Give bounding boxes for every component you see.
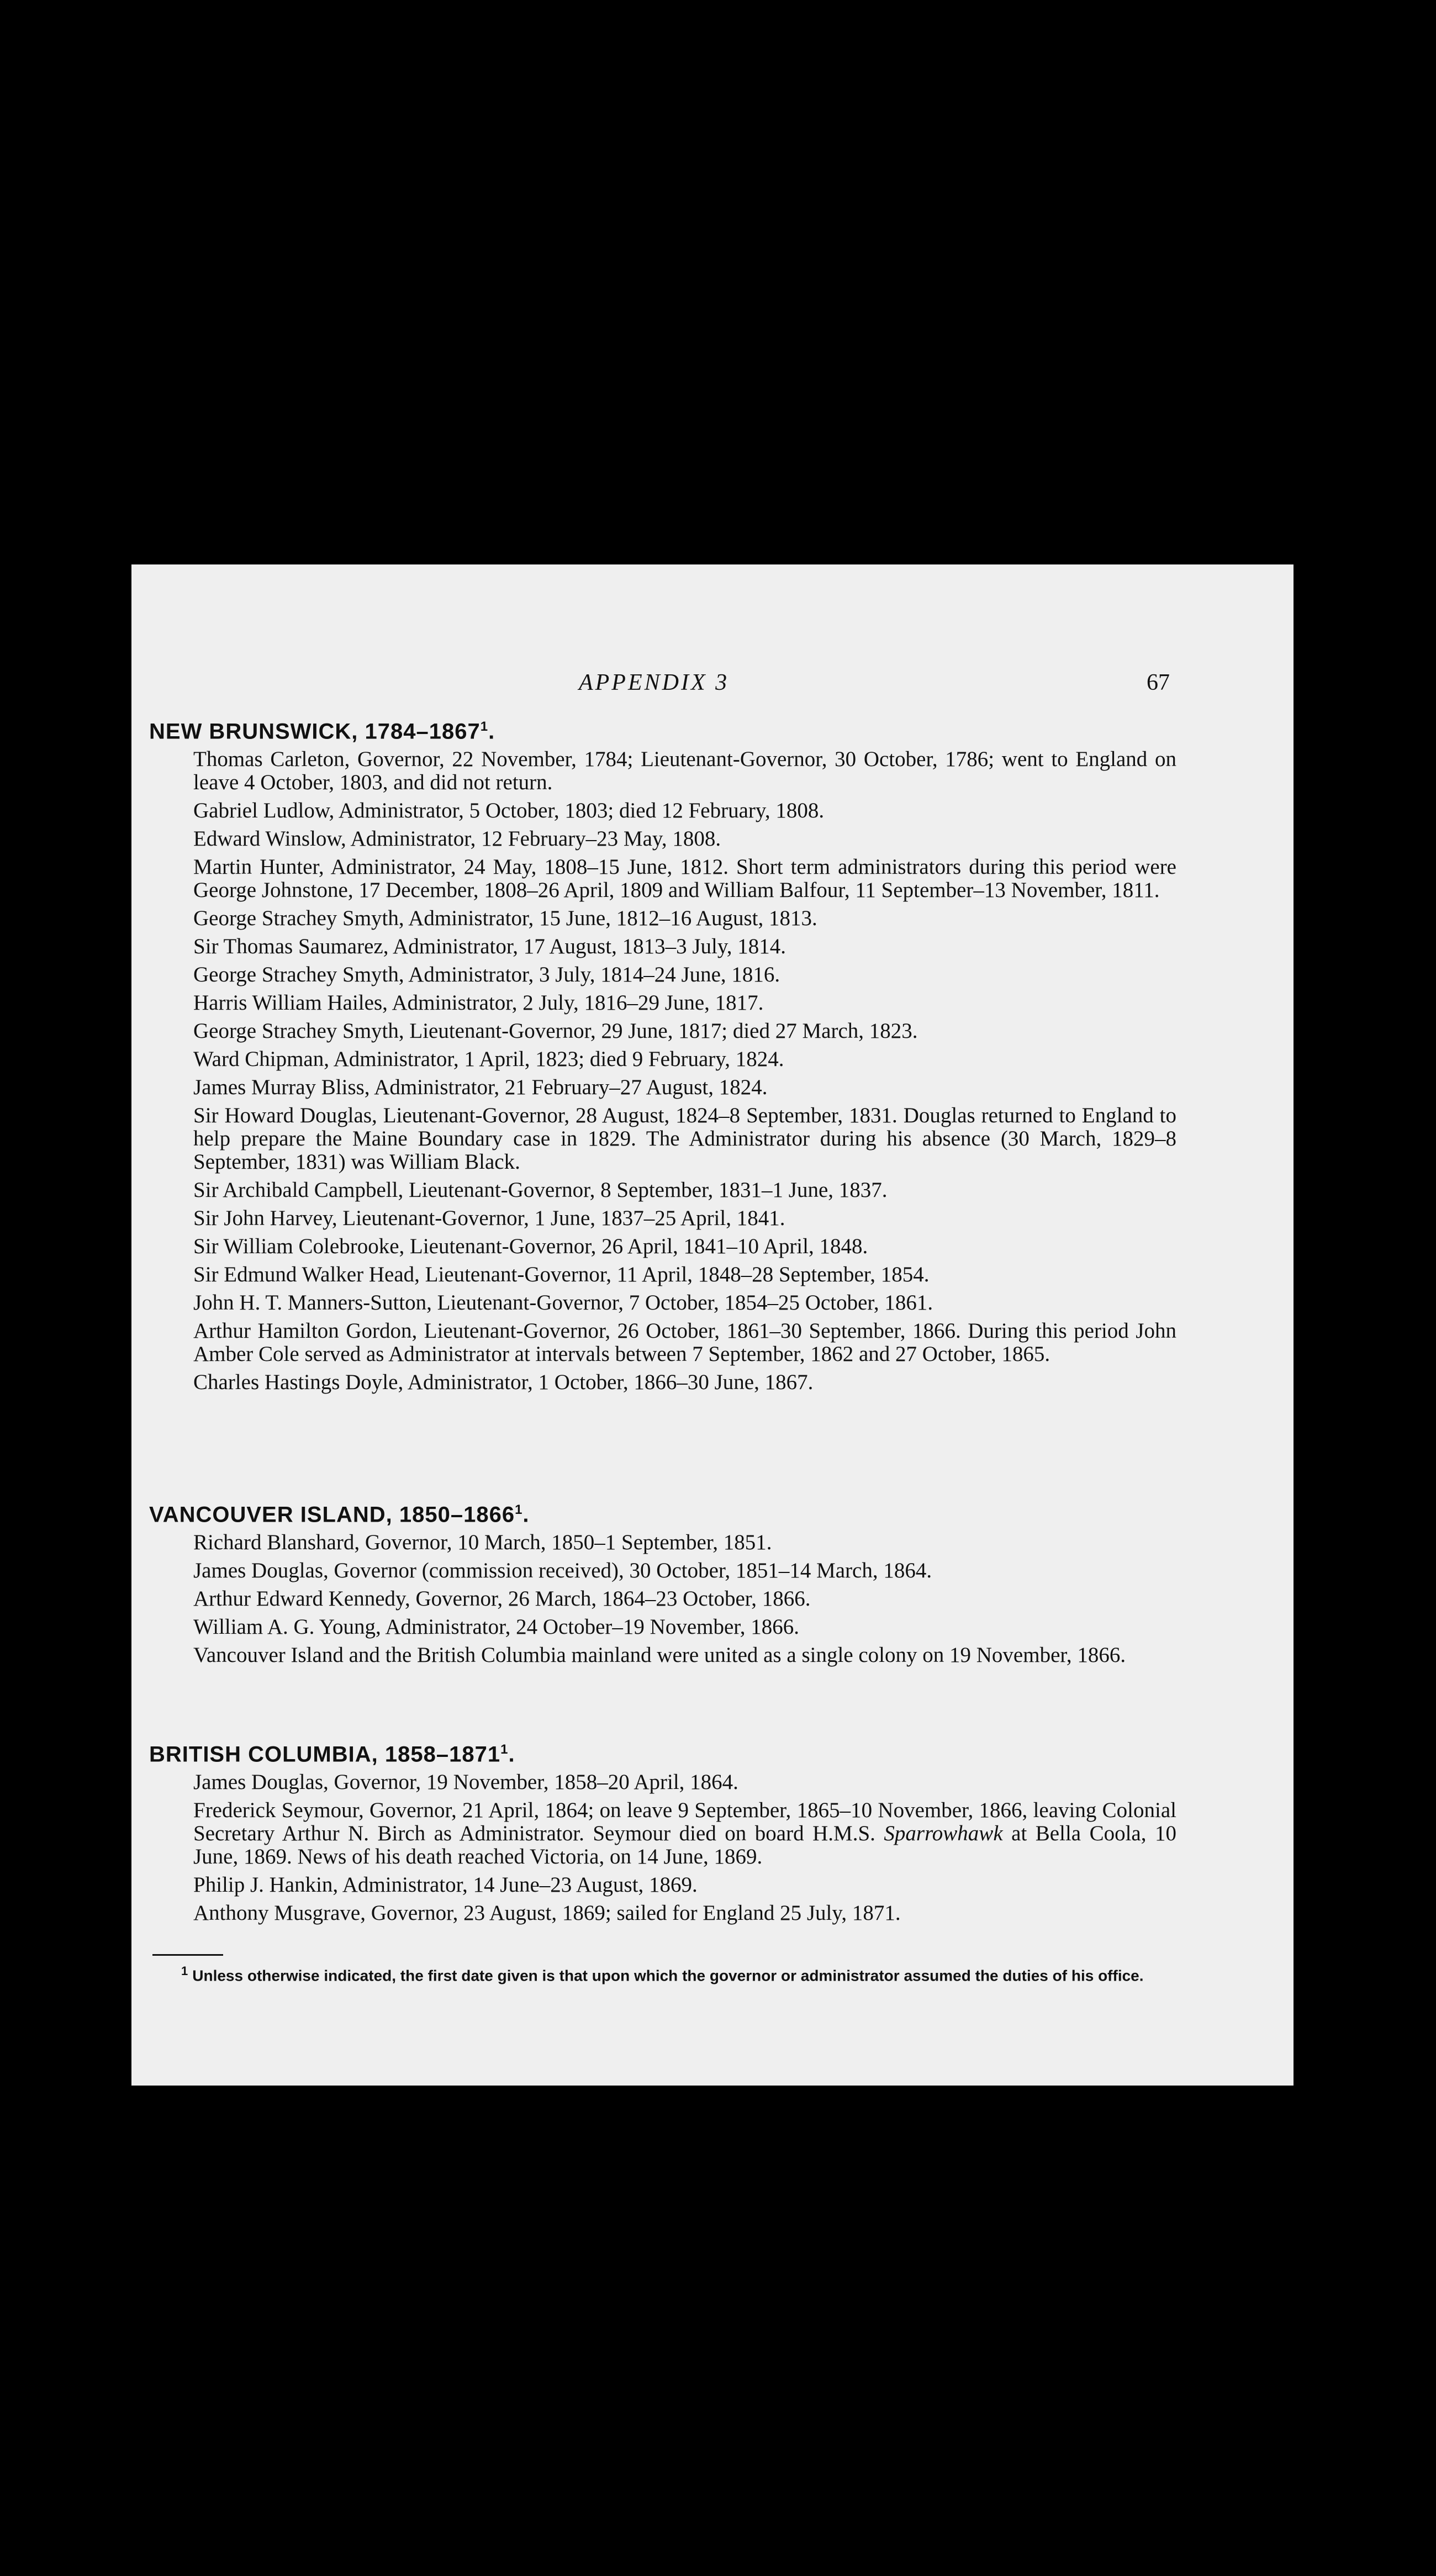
list-item: James Douglas, Governor, 19 November, 1858–20 April, 1864. [193,1770,738,1794]
document-page [131,564,1294,2086]
list-item: James Murray Bliss, Administrator, 21 February–27 August, 1824. [193,1075,768,1100]
section-title: BRITISH COLUMBIA, 1858–1871$^1$. [149,1742,515,1767]
section-new-brunswick [149,712,1176,1399]
list-item: Sir Howard Douglas, Lieutenant-Governor, 28 August, 1824–8 September, 1831. Douglas returned to England to help prepare the Maine Boundary case in 1829. The Administrator during his absence (30 March, 1829–8 September, 1831) was William Black. [193,1104,1176,1174]
footnote-text: Unless otherwise indicated, the first date given is that upon which the governor or administrator assumed the duties of his office. [192,1967,1144,1984]
list-item: Charles Hastings Doyle, Administrator, 1 October, 1866–30 June, 1867. [193,1370,814,1395]
section-title: VANCOUVER ISLAND, 1850–1866$^1$. [149,1502,530,1527]
page-header [131,669,1294,703]
list-item: Sir Edmund Walker Head, Lieutenant-Governor, 11 April, 1848–28 September, 1854. [193,1263,930,1287]
footnote [152,1962,1180,1985]
list-item: Philip J. Hankin, Administrator, 14 June–23 August, 1869. [193,1873,698,1897]
ship-name: Sparrowhawk [884,1822,1003,1846]
page-number: 67 [1147,670,1170,695]
list-item: Sir John Harvey, Lieutenant-Governor, 1 June, 1837–25 April, 1841. [193,1206,785,1231]
list-item: Richard Blanshard, Governor, 10 March, 1850–1 September, 1851. [193,1530,772,1555]
list-item: Vancouver Island and the British Columbia mainland were united as a single colony on 19 November, 1866. [193,1643,1126,1667]
footnote-reference: 1 [515,1502,523,1517]
footnote-reference: 1 [500,1742,509,1757]
list-item: James Douglas, Governor (commission received), 30 October, 1851–14 March, 1864. [193,1559,932,1583]
list-item: Sir Thomas Saumarez, Administrator, 17 August, 1813–3 July, 1814. [193,935,786,959]
list-item: Ward Chipman, Administrator, 1 April, 1823; died 9 February, 1824. [193,1047,784,1071]
footnote-marker: 1 [181,1964,188,1978]
list-item: Arthur Hamilton Gordon, Lieutenant-Governor, 26 October, 1861–30 September, 1866. During this period John Amber Cole served as Administrator at intervals between 7 September, 1862 and 27 October, 1865. [193,1319,1176,1366]
list-item: Thomas Carleton, Governor, 22 November, 1784; Lieutenant-Governor, 30 October, 1786; went to England on leave 4 October, 1803, and did not return. [193,747,1176,795]
list-item: Martin Hunter, Administrator, 24 May, 1808–15 June, 1812. Short term administrators during this period were George Johnstone, 17 December, 1808–26 April, 1809 and William Balfour, 11 September–13 November, 1811. [193,855,1176,902]
list-item: Sir William Colebrooke, Lieutenant-Governor, 26 April, 1841–10 April, 1848. [193,1234,868,1259]
footnote-divider [152,1954,223,1956]
list-item: George Strachey Smyth, Lieutenant-Governor, 29 June, 1817; died 27 March, 1823. [193,1019,918,1043]
footnote-reference: 1 [480,719,489,734]
list-item: George Strachey Smyth, Administrator, 15 June, 1812–16 August, 1813. [193,906,817,931]
list-item: John H. T. Manners-Sutton, Lieutenant-Governor, 7 October, 1854–25 October, 1861. [193,1291,933,1315]
list-item: Edward Winslow, Administrator, 12 February–23 May, 1808. [193,827,721,851]
section-british-columbia [149,1735,1176,1930]
list-item: Arthur Edward Kennedy, Governor, 26 March, 1864–23 October, 1866. [193,1587,811,1611]
list-item: George Strachey Smyth, Administrator, 3 July, 1814–24 June, 1816. [193,963,780,987]
list-item: Anthony Musgrave, Governor, 23 August, 1869; sailed for England 25 July, 1871. [193,1901,901,1925]
list-item: William A. G. Young, Administrator, 24 October–19 November, 1866. [193,1615,799,1639]
running-title: APPENDIX 3 [579,670,730,695]
list-item: Gabriel Ludlow, Administrator, 5 October, 1803; died 12 February, 1808. [193,799,825,823]
list-item: Harris William Hailes, Administrator, 2 July, 1816–29 June, 1817. [193,991,764,1015]
list-item: Frederick Seymour, Governor, 21 April, 1864; on leave 9 September, 1865–10 November, 1866, leaving Colonial Secretary Arthur N. Birch as Administrator. Seymour died on board H.M.S. Sparrowhawk at Bella Coola, 10 June, 1869. News of his death reached Victoria, on 14 June, 1869. [193,1798,1176,1869]
list-item: Sir Archibald Campbell, Lieutenant-Governor, 8 September, 1831–1 June, 1837. [193,1178,888,1202]
section-title: NEW BRUNSWICK, 1784–1867$^1$. [149,719,495,744]
section-vancouver-island [149,1496,1176,1672]
